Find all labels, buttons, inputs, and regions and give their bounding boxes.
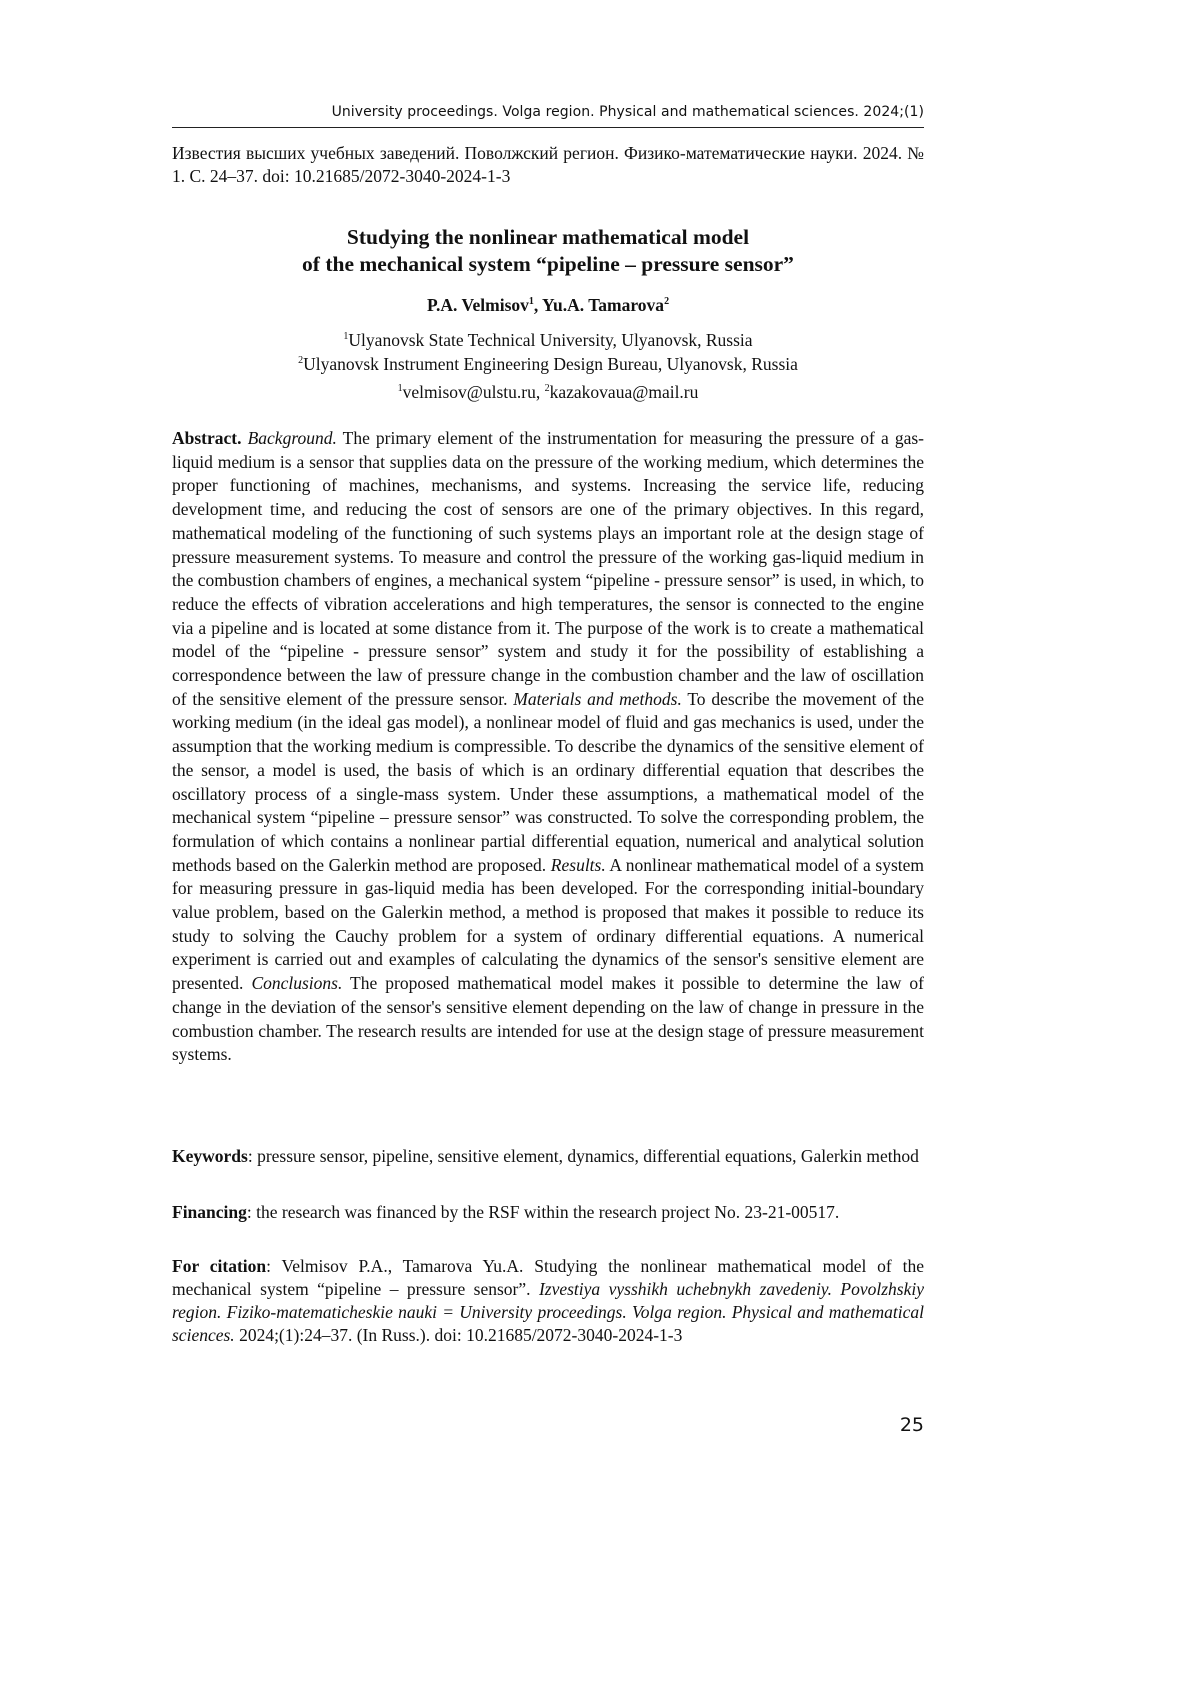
citation-russian: Известия высших учебных заведений. Поволжский регион. Физико-математические науки. 2024. № 1. С. 24–37. doi: 10.21685/2072-3040-2024-1-3 [172, 143, 924, 186]
abstract-text: The proposed mathematical model makes it possible to determine the law of change in the deviation of the sensor's sensitive element depending on the law of change in pressure in the combustion chamber. The research results are intended for use at the design stage of pressure measurement systems. [172, 973, 924, 1065]
affiliation-marker: 1 [343, 331, 349, 342]
email-separator: , [535, 382, 545, 402]
email-link[interactable]: kazakovaua@mail.ru [549, 382, 699, 402]
abstract-text: A nonlinear mathematical model of a system for measuring pressure in gas-liquid media has been developed. For the corresponding initial-boundary value problem, based on the Galerkin method, a method is proposed that makes it possible to reduce its study to solving the Cauchy problem for a system of ordinary differential equations. A numerical experiment is carried out and examples of calculating the dynamics of the sensor's sensitive element are presented. [172, 854, 924, 994]
affiliation-marker: 2 [544, 383, 550, 394]
paper-title [172, 224, 924, 278]
for-citation-label: For citation [172, 1256, 267, 1276]
affiliation [172, 352, 924, 376]
abstract-label: Abstract. [172, 428, 242, 448]
affiliation-list [172, 328, 924, 376]
paper-title-line-1: Studying the nonlinear mathematical model [346, 225, 750, 249]
email-link[interactable]: velmisov@ulstu.ru [402, 382, 536, 402]
for-citation-tail: 2024;(1):24–37. (In Russ.). doi: 10.21685/2072-3040-2024-1-3 [234, 1325, 683, 1345]
affiliation-marker: 2 [664, 296, 670, 307]
keywords-text: : pressure sensor, pipeline, sensitive element, dynamics, differential equations, Galerkin method [247, 1146, 919, 1166]
author-name: P.A. Velmisov [426, 295, 529, 315]
paper-title-line-2: of the mechanical system “pipeline – pressure sensor” [302, 252, 794, 276]
for-citation [172, 1255, 924, 1347]
financing-label: Financing [172, 1202, 247, 1222]
abstract-text: The primary element of the instrumentation for measuring the pressure of a gas-liquid medium is a sensor that supplies data on the pressure of the working medium, which determines the proper functioning of machines, mechanisms, and systems. Increasing the service life, reducing development time, and reducing the cost of sensors are one of the primary objectives. In this regard, mathematical modeling of the functioning of such systems plays an important role at the design stage of pressure measurement systems. To measure and control the pressure of the working gas-liquid medium in the combustion chambers of engines, a mechanical system “pipeline - pressure sensor” is used, in which, to reduce the effects of vibration accelerations and high temperatures, the sensor is connected to the engine via a pipeline and is located at some distance from it. The purpose of the work is to create a mathematical model of the “pipeline - pressure sensor” system and study it for the possibility of establishing a correspondence between the law of pressure change in the combustion chamber and the law of oscillation of the sensitive element of the pressure sensor. [172, 428, 924, 709]
keywords-label: Keywords [172, 1146, 248, 1166]
email-list [172, 381, 924, 403]
abstract-section-label: Background. [247, 428, 337, 448]
abstract-section-label: Results. [550, 854, 606, 875]
abstract-text: To describe the movement of the working medium (in the ideal gas model), a nonlinear model of fluid and gas mechanics is used, under the assumption that the working medium is compressible. To describe the dynamics of the sensitive element of the sensor, a model is used, the basis of which is an ordinary differential equation that describes the oscillatory process of a single-mass system. Under these assumptions, a mathematical model of the mechanical system “pipeline – pressure sensor” was constructed. To solve the corresponding problem, the formulation of which contains a nonlinear partial differential equation, numerical and analytical solution methods based on the Galerkin method are proposed. [172, 688, 924, 875]
for-citation-journal: Izvestiya vysshikh uchebnykh zavedeniy. Povolzhskiy region. Fiziko-matematicheskie nauki = University proceedings. Volga region. Physical and mathematical sciences. [172, 1279, 925, 1345]
affiliation-marker: 1 [397, 383, 403, 394]
keywords [172, 1145, 924, 1168]
running-header: University proceedings. Volga region. Physical and mathematical sciences. 2024;(1) [331, 104, 924, 120]
abstract-section-label: Conclusions. [251, 973, 343, 994]
abstract-section-label: Materials and methods. [513, 688, 682, 709]
affiliation-text: Ulyanovsk State Technical University, Ulyanovsk, Russia [348, 330, 753, 350]
header-rule [172, 127, 924, 128]
financing [172, 1201, 924, 1224]
affiliation-marker: 2 [298, 355, 304, 366]
affiliation-marker: 1 [528, 296, 534, 307]
page-number: 25 [899, 1414, 924, 1436]
affiliation-text: Ulyanovsk Instrument Engineering Design Bureau, Ulyanovsk, Russia [303, 354, 798, 374]
author-list [172, 294, 924, 316]
financing-text: : the research was financed by the RSF within the research project No. 23-21-00517. [246, 1202, 840, 1222]
affiliation [172, 328, 924, 352]
for-citation-text: : Velmisov P.A., Tamarova Yu.A. Studying the nonlinear mathematical model of the mechanical system “pipeline – pressure sensor”. [172, 1256, 924, 1299]
author-separator: , [533, 295, 542, 315]
abstract [172, 427, 924, 1067]
author-name: Yu.A. Tamarova [542, 295, 665, 315]
